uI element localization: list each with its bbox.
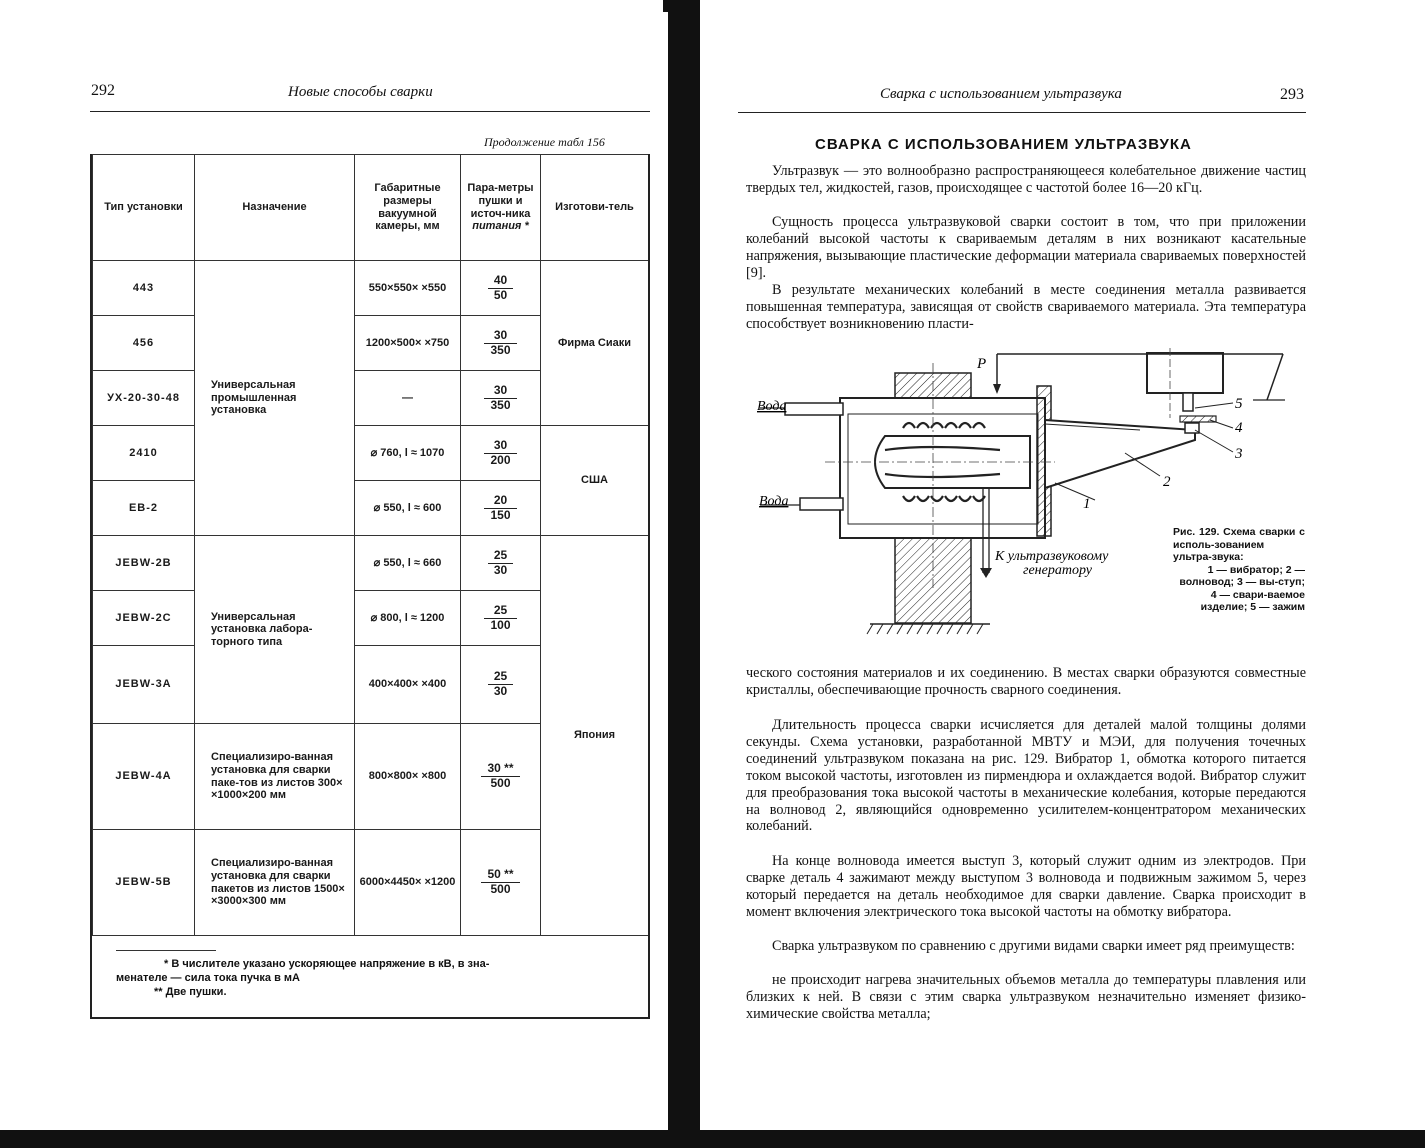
params-denominator: 30 (493, 562, 508, 577)
params-denominator: 150 (490, 507, 511, 522)
dims-cell: ⌀ 550, l ≈ 600 (355, 481, 461, 536)
table-continuation-label: Продолжение табл 156 (484, 135, 605, 149)
params-denominator: 350 (490, 397, 511, 412)
dims-cell: ⌀ 800, l ≈ 1200 (355, 591, 461, 646)
callout-4: 4 (1235, 420, 1243, 436)
label-generator-1: К ультразвуковому (995, 549, 1109, 564)
dims-cell: 1200×500× ×750 (355, 316, 461, 371)
paragraph-8: не происходит нагрева значительных объемов металла до температуры плавления или близких к ней. В связи с этим сварка ультразвуком незначительно изменяет физико-химические свойства металла; (746, 972, 1306, 1022)
params-cell (461, 371, 541, 426)
paragraph-5: Длительность процесса сварки исчисляется для деталей малой толщины долями секунды. Схема установки, разработанной МВТУ и МЭИ, для получения точечных соединений ультразвуком показана на рис. 129. Вибратор 1, обмотка которого питается током высокой частоты, изготовлен из пирмендюра и охлаждается водой. Вибратор служит для преобразования тока высокой частоты в механические колебания, которые передаются на волновод 2, являющийся одновременно усилителем-концентратором механических колебаний. (746, 717, 1306, 835)
figure-caption (1173, 526, 1305, 614)
installations-table (92, 154, 649, 936)
header-params-main: Пара-метры пушки и источ-ника (467, 182, 534, 220)
label-water-top: Вода (757, 399, 787, 414)
type-cell: JEBW-5B (93, 830, 195, 936)
header-type: Тип установки (93, 155, 195, 261)
params-denominator: 30 (493, 684, 508, 698)
header-maker: Изготови-тель (541, 155, 649, 261)
table-row (93, 536, 649, 591)
callout-5: 5 (1235, 396, 1243, 412)
paragraph-3: В результате механических колебаний в месте соединения металла развивается повышенная температура, зависящая от свойств свариваемого материала. Эта температура способствует возникновению пласти- (746, 282, 1306, 332)
params-denominator: 350 (490, 342, 511, 357)
page-number-right: 293 (1280, 86, 1304, 103)
table-row (93, 261, 649, 316)
paragraph-2: Сущность процесса ультразвуковой сварки состоит в том, что при приложении колебаний высокой частоты к свариваемым деталям в них возникают касательные напряжения, вызывающие пластические деформации материала свариваемых поверхностей [9]. (746, 214, 1306, 281)
callout-3: 3 (1235, 446, 1243, 462)
params-numerator: 50 ** (481, 868, 519, 883)
params-cell (461, 830, 541, 936)
movable-clamp (1183, 393, 1193, 411)
type-cell: JEBW-2B (93, 536, 195, 591)
dims-cell: — (355, 371, 461, 426)
params-numerator: 40 (488, 274, 513, 289)
footnote-line-3: ** Две пушки. (154, 986, 227, 998)
label-water-bottom: Вода (759, 494, 789, 509)
table-frame-right (648, 154, 650, 1018)
params-denominator: 500 (490, 882, 511, 896)
params-cell (461, 316, 541, 371)
type-cell: 456 (93, 316, 195, 371)
purpose-cell: Универсальная установка лабора-торного типа (195, 536, 355, 724)
table-header-row (93, 155, 649, 261)
type-cell: JEBW-2C (93, 591, 195, 646)
maker-cell: Фирма Сиаки (541, 261, 649, 426)
header-rule-left (90, 111, 650, 112)
dims-cell: ⌀ 760, l ≈ 1070 (355, 426, 461, 481)
dims-cell: 400×400× ×400 (355, 646, 461, 724)
section-title: СВАРКА С ИСПОЛЬЗОВАНИЕМ УЛЬТРАЗВУКА (815, 136, 1192, 153)
dims-cell: 6000×4450× ×1200 (355, 830, 461, 936)
callout-2: 2 (1163, 474, 1171, 490)
table-bottom-rule (90, 1017, 650, 1019)
dims-cell: 800×800× ×800 (355, 724, 461, 830)
table-frame-left (90, 154, 92, 1018)
params-cell (461, 261, 541, 316)
paragraph-6: На конце волновода имеется выступ 3, который служит одним из электродов. При сварке деталь 4 зажимают между выступом 3 волновода и подвижным зажимом 5, через который передается на деталь необходимое для сварки давление. Сварка происходит в момент включения электрического тока высокой частоты на обмотку вибратора. (746, 853, 1306, 920)
purpose-cell: Универсальная промышленная установка (195, 261, 355, 536)
header-purpose: Назначение (195, 155, 355, 261)
header-params (461, 155, 541, 261)
ground-hatching (867, 624, 983, 634)
scan-bottom-edge (0, 1130, 1425, 1148)
params-numerator: 25 (488, 549, 513, 564)
params-denominator: 50 (493, 287, 508, 302)
params-cell (461, 481, 541, 536)
params-denominator: 200 (490, 452, 511, 467)
running-head-left: Новые способы сварки (288, 84, 433, 100)
params-numerator: 25 (484, 604, 516, 619)
type-cell: JEBW-3A (93, 646, 195, 724)
params-cell (461, 724, 541, 830)
params-numerator: 30 ** (481, 762, 519, 777)
footnote-rule (116, 950, 216, 951)
callout-1: 1 (1083, 496, 1091, 512)
header-rule-right (738, 112, 1306, 113)
page-number-left: 292 (91, 82, 115, 99)
paragraph-1: Ультразвук — это волнообразно распространяющееся колебательное движение частиц твердых тел, жидкостей, газов, происходящее с частотой более 16—20 кГц. (746, 163, 1306, 196)
params-cell (461, 536, 541, 591)
type-cell: УХ-20-30-48 (93, 371, 195, 426)
params-denominator: 500 (490, 776, 511, 790)
left-page (0, 0, 668, 1148)
water-pipe-top (785, 403, 843, 415)
purpose-cell: Специализиро-ванная установка для сварки пакетов из листов 1500× ×3000×300 мм (195, 830, 355, 936)
type-cell: JEBW-4A (93, 724, 195, 830)
purpose-cell: Специализиро-ванная установка для сварки паке-тов из листов 300× ×1000×200 мм (195, 724, 355, 830)
water-pipe-bottom (800, 498, 843, 510)
params-cell (461, 426, 541, 481)
params-denominator: 100 (490, 617, 511, 632)
generator-arrowhead (980, 568, 992, 578)
waveguide (1045, 420, 1195, 488)
pressure-arrowhead (993, 384, 1001, 394)
header-dimensions: Габаритные размеры вакуумной камеры, мм (355, 155, 461, 261)
type-cell: EB-2 (93, 481, 195, 536)
params-numerator: 20 (484, 494, 516, 509)
maker-cell: Япония (541, 536, 649, 936)
footnote-line-2: менателе — сила тока пучка в мА (116, 972, 301, 984)
paragraph-7: Сварка ультразвуком по сравнению с другими видами сварки имеет ряд преимуществ: (772, 938, 1295, 954)
welded-workpiece (1180, 416, 1216, 422)
pressure-head (1147, 353, 1223, 393)
dims-cell: ⌀ 550, l ≈ 660 (355, 536, 461, 591)
book-spine (668, 0, 700, 1148)
maker-cell: США (541, 426, 649, 536)
paragraph-4: ческого состояния материалов и их соединению. В местах сварки образуются совместные кристаллы, обеспечивающие прочность сварного соединения. (746, 665, 1306, 698)
params-cell (461, 646, 541, 724)
type-cell: 2410 (93, 426, 195, 481)
figure-caption-title: Рис. 129. Схема сварки с исполь-зованием ультра-звука: (1173, 526, 1305, 563)
footnote-line-1: * В числителе указано ускоряющее напряжение в кВ, в зна- (164, 958, 490, 970)
type-cell: 443 (93, 261, 195, 316)
table-row (93, 426, 649, 481)
params-numerator: 30 (484, 384, 516, 399)
running-head-right: Сварка с использованием ультразвука (880, 86, 1122, 102)
figure-caption-body: 1 — вибратор; 2 — волновод; 3 — вы-ступ; 4 — свари-ваемое изделие; 5 — зажим (1179, 563, 1305, 613)
header-params-italic: питания * (472, 220, 529, 233)
params-numerator: 30 (484, 439, 516, 454)
dims-cell: 550×550× ×550 (355, 261, 461, 316)
label-generator-2: генератору (1023, 563, 1092, 578)
params-numerator: 25 (488, 670, 513, 685)
label-P: P (977, 356, 987, 372)
params-cell (461, 591, 541, 646)
params-numerator: 30 (484, 329, 516, 344)
lever-support (1267, 354, 1283, 400)
